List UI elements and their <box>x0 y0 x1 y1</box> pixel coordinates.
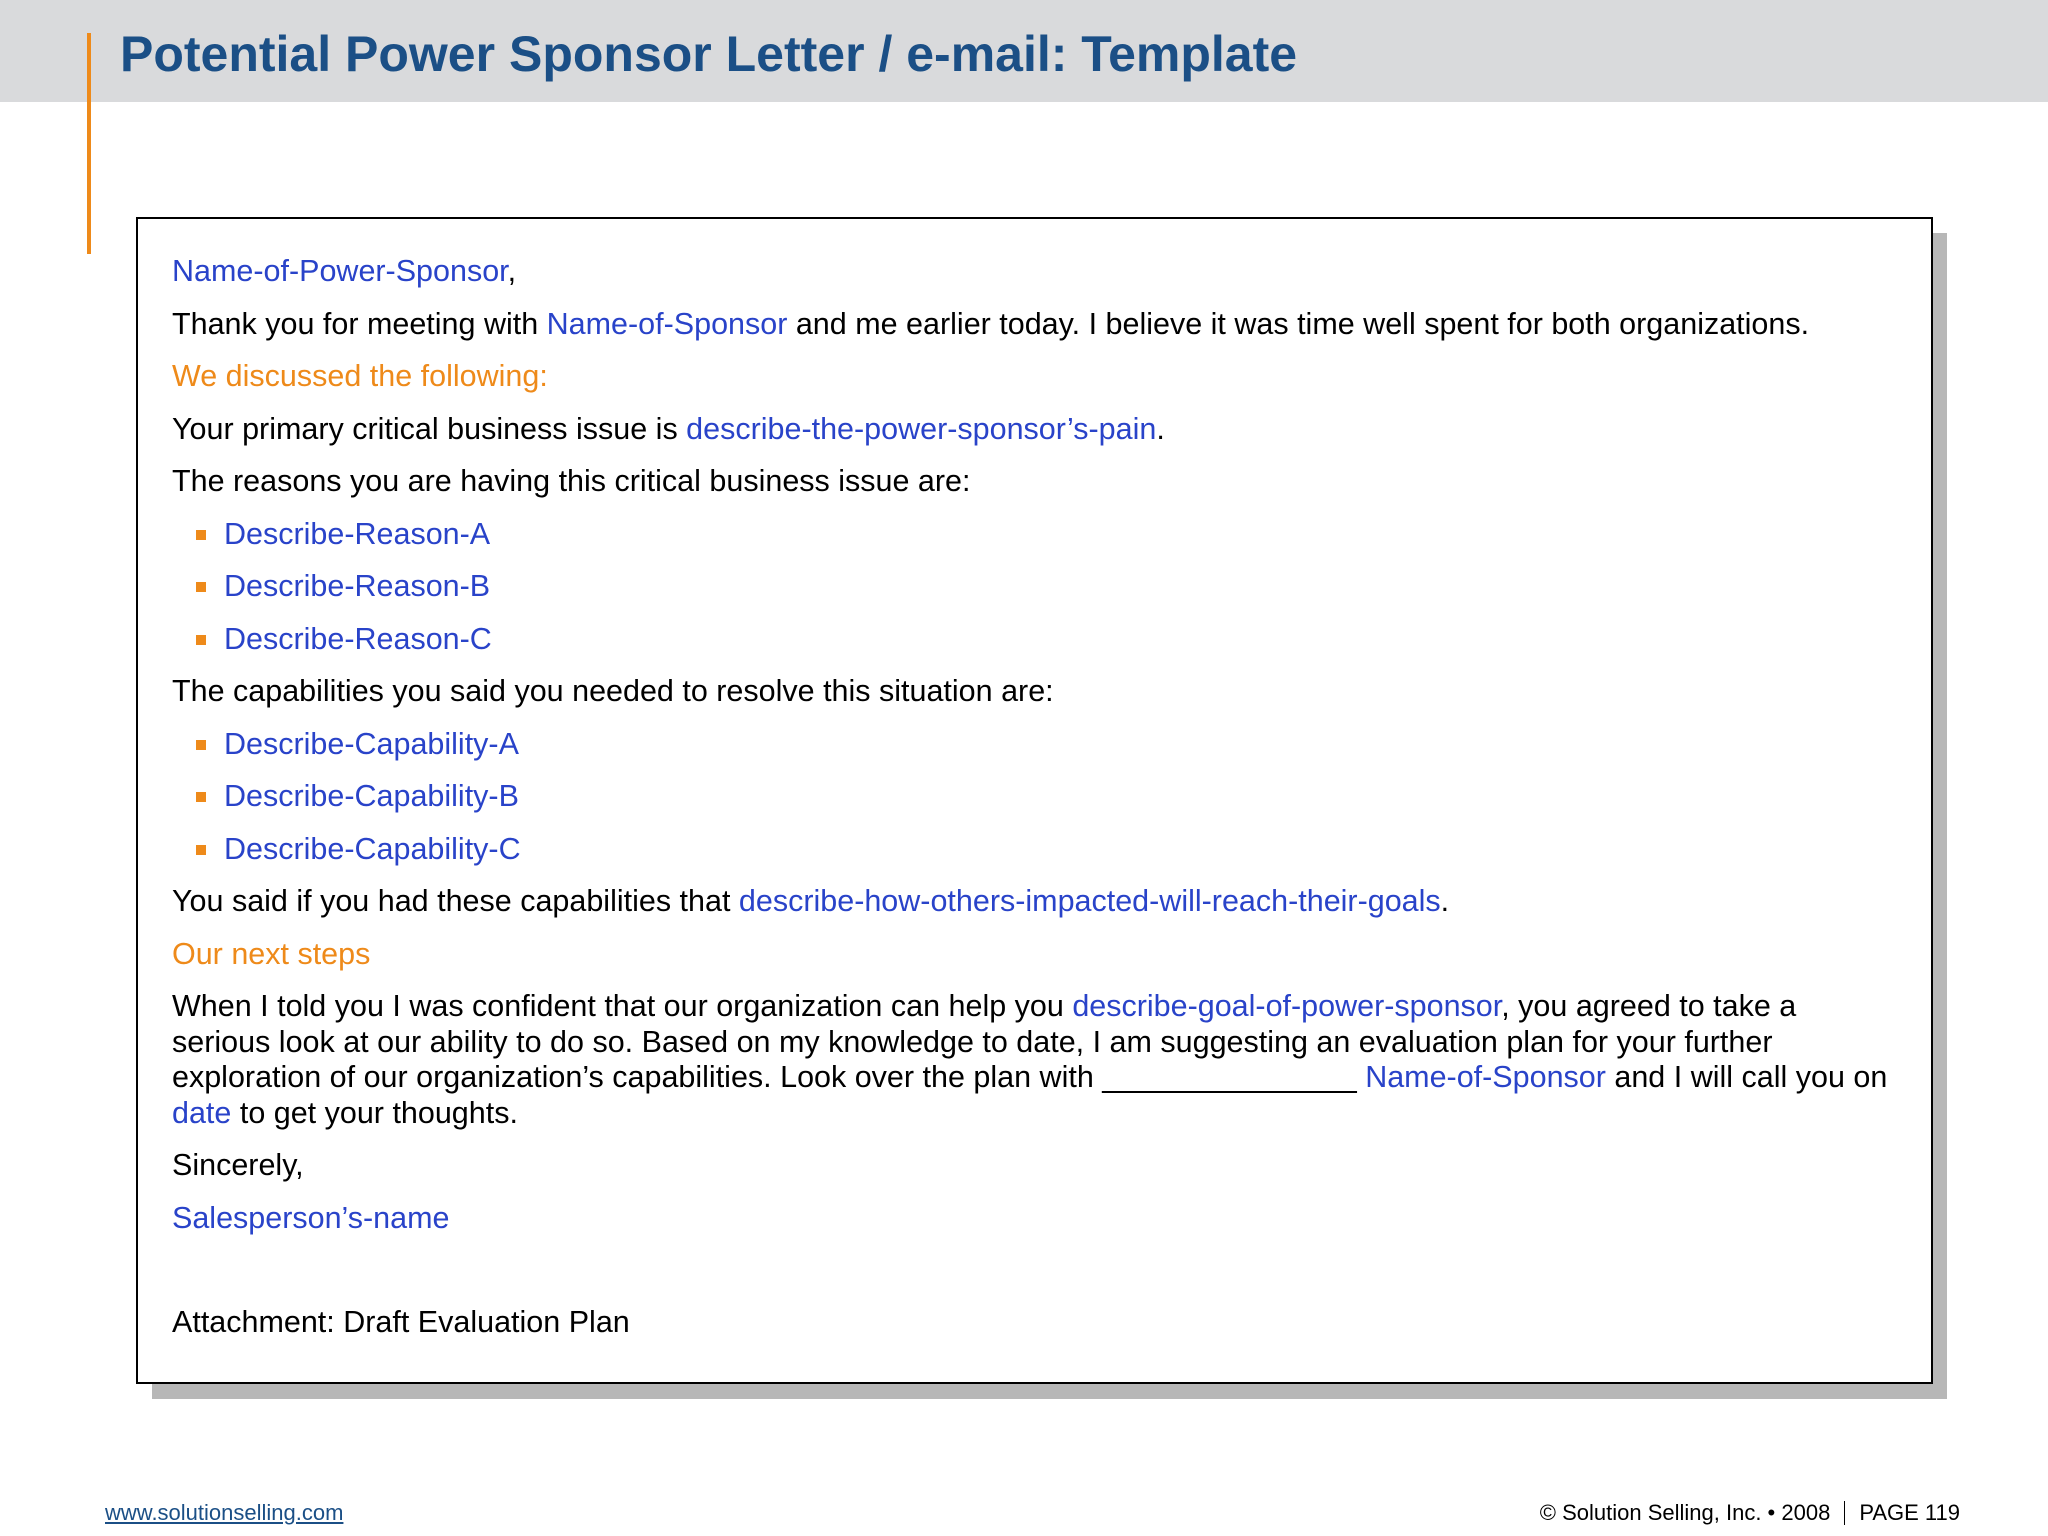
next-steps-part1: When I told you I was confident that our organization can help you <box>172 989 1073 1023</box>
next-steps-heading: Our next steps <box>172 936 371 971</box>
square-bullet-icon <box>196 530 206 540</box>
goals-prefix: You said if you had these capabilities that <box>172 884 739 918</box>
square-bullet-icon <box>196 845 206 855</box>
square-bullet-icon <box>196 740 206 750</box>
list-item <box>196 517 1902 553</box>
next-steps-part4: to get your thoughts. <box>231 1095 518 1130</box>
placeholder-reason: Describe-Reason-B <box>224 569 491 603</box>
page-title: Potential Power Sponsor Letter / e-mail: Template <box>120 26 1298 82</box>
salutation <box>172 254 1902 290</box>
letter-content <box>172 254 1902 1358</box>
footer-divider <box>1844 1501 1845 1525</box>
placeholder-capability: Describe-Capability-B <box>224 779 519 813</box>
closing: Sincerely, <box>172 1148 304 1182</box>
placeholder-reason: Describe-Reason-A <box>224 516 491 551</box>
accent-bar <box>87 33 91 254</box>
page-number: PAGE 119 <box>1859 1500 1960 1525</box>
square-bullet-icon <box>196 792 206 802</box>
square-bullet-icon <box>196 582 206 592</box>
capabilities-list <box>172 727 1902 868</box>
letter-box <box>136 217 1933 1384</box>
placeholder-goals: describe-how-others-impacted-will-reach-their-goals <box>738 884 1441 918</box>
list-item <box>196 622 1902 658</box>
goals-suffix: . <box>1440 884 1450 918</box>
list-item <box>196 569 1902 605</box>
next-steps-part2: , you agreed to take a serious look at our ability to do so. Based on my knowledge to date, I am suggesting an evaluation plan for your further exploration of our organization’s capabilities. Look over the plan with <box>172 989 1797 1094</box>
capabilities-intro: The capabilities you said you needed to resolve this situation are: <box>172 674 1054 708</box>
placeholder-salesperson-name: Salesperson’s-name <box>172 1200 450 1235</box>
attachment-line: Attachment: Draft Evaluation Plan <box>172 1305 630 1339</box>
placeholder-capability: Describe-Capability-C <box>224 831 521 866</box>
placeholder-sponsor-goal: describe-goal-of-power-sponsor <box>1072 989 1502 1023</box>
issue-suffix: . <box>1156 411 1165 446</box>
issue-prefix: Your primary critical business issue is <box>172 411 687 446</box>
thanks-prefix: Thank you for meeting with <box>172 306 547 341</box>
copyright-text: © Solution Selling, Inc. • 2008 <box>1539 1500 1831 1525</box>
placeholder-sponsor-name: Name-of-Sponsor <box>546 306 788 341</box>
square-bullet-icon <box>196 635 206 645</box>
next-steps-paragraph <box>172 989 1902 1131</box>
placeholder-pain: describe-the-power-sponsor’s-pain <box>686 411 1157 446</box>
thanks-paragraph <box>172 307 1902 343</box>
footer-right <box>1540 1500 1960 1526</box>
salutation-punct: , <box>507 254 517 288</box>
list-item <box>196 779 1902 815</box>
placeholder-capability: Describe-Capability-A <box>224 726 519 761</box>
placeholder-sponsor-name: Name-of-Sponsor <box>1365 1060 1606 1094</box>
list-item <box>196 832 1902 868</box>
discussed-heading: We discussed the following: <box>172 359 548 393</box>
placeholder-reason: Describe-Reason-C <box>224 621 492 656</box>
spacer <box>172 1253 1902 1305</box>
website-link[interactable]: www.solutionselling.com <box>105 1500 344 1525</box>
thanks-suffix: and me earlier today. I believe it was time well spent for both organizations. <box>787 306 1810 341</box>
next-steps-part3: and I will call you on <box>1605 1060 1888 1094</box>
issue-paragraph <box>172 412 1902 448</box>
list-item <box>196 727 1902 763</box>
placeholder-power-sponsor-name: Name-of-Power-Sponsor <box>172 254 508 288</box>
placeholder-date: date <box>172 1095 232 1130</box>
reasons-list <box>172 517 1902 658</box>
reasons-intro: The reasons you are having this critical business issue are: <box>172 464 971 498</box>
blank-line: _______________ <box>1102 1060 1357 1094</box>
goals-paragraph <box>172 884 1902 920</box>
